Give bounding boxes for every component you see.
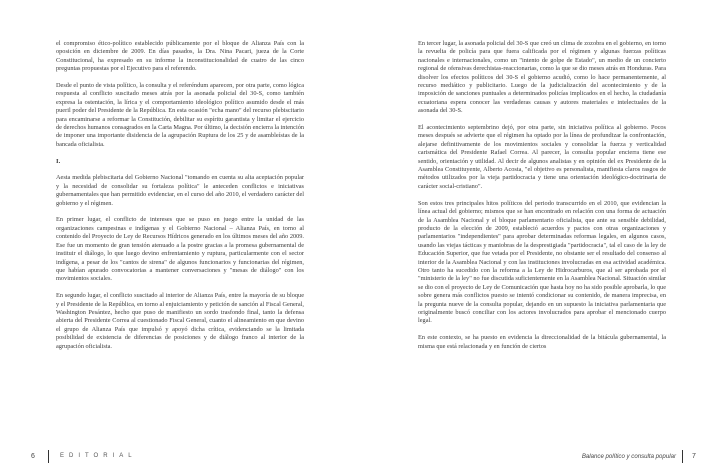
paragraph: Son estos tres principales hitos políticos del periodo transcurrido en el 2010, que evidencian la línea actual del gobierno; mismos que se han encontrado en relación con una forma de actuación de la Asamblea Nacional y el bloque parlamentario oficialista, que ante su sensible debilidad, producto de la elección de 2009, estableció acuerdos y pactos con otras organizaciones y parlamentarios "independientes" para aprobar determinadas reformas legales, en algunos casos, usando las viejas tácticas y maniobras de la desprestigiada "partidocracia", tal el caso de la ley de Educación Superior, que fue vetada por el Presidente, no obstante ser el resultado del consenso al interior de la Asamblea Nacional y con las instituciones involucradas en esa actividad académica. Otro tanto ha sucedido con la reforma a la Ley de Hidrocarburos, que al ser aprobada por el "ministerio de la ley" no fue discutida suficientemente en la Asamblea Nacional. Situación similar se dio con el proyecto de Ley de Comunicación que hasta hoy no ha sido posible aprobarla, lo que sobre genera más conflictos puesto se intentó condicionar su contenido, de manera imprecisa, en la pregunta nueve de la consulta popular, dejando en un supuesto la iniciativa parlamentaria que originalmente buscó conciliar con los actores involucrados para aprobar el mencionado cuerpo legal. — [418, 199, 666, 325]
paragraph: Aesta medida plebiscitaria del Gobierno Nacional "tomando en cuenta su alta aceptación popular y la necesidad de consolidar su fortaleza política" le anteceden conflictos e iniciativas gubernamentales que han permitido evidenciar, en el curso del año 2010, el verdadero carácter del gobierno y el régimen. — [56, 174, 304, 207]
paragraph: En este contexto, se ha puesto en evidencia la direccionalidad de la bitácula gubernamental, la misma que está relacionada y en función de ciertos — [418, 334, 666, 350]
paragraph: El acontecimiento septembrino dejó, por otra parte, sin iniciativa política al gobierno. Pocos meses después se advierte que el régimen ha optado por la línea de profundizar la confrontación, alejarse definitivamente de los movimientos sociales y consolidar la fuerza y verticalidad carismática del Presidente Rafael Correa. Al parecer, la consulta popular encierra tiene ese sentido, orientación y utilidad. Al decir de algunos analistas y en opinión del ex Presidente de la Asamblea Constituyente, Alberto Acosta, "el objetivo es personalista, manifiesta claros rasgos de métodos utilizados por la vieja partidocracia y tiene una orientación ideológico-doctrinaria de carácter social-cristiano". — [418, 124, 666, 190]
paragraph: Desde el punto de vista político, la consulta y el referéndum aparecen, por otra parte, como lógica respuesta al conflicto suscitado meses atrás por la asonada policial del 30-S, como también expresa la ostentación, la lírica y el comportamiento ideológico político asumido desde el más pueril poder del Presidente de la República. En esta ocasión "echa mano" del recurso plebiscitario para encaminarse a reformar la Constitución, debilitar su espíritu garantista y limitar el ejercicio de derechos humanos consagrados en la Carta Magna. Por último, la decisión encierra la intención de imponer una importante disidencia de la agrupación Ruptura de los 25 y de asambleístas de la bancada oficialista. — [56, 82, 304, 148]
running-head: Balance político y consulta popular — [581, 453, 676, 460]
paragraph: En primer lugar, el conflicto de intereses que se puso en juego entre la unidad de las organizaciones campesinas e indígenas y el Gobierno Nacional – Alianza País, en torno al contenido del Proyecto de Ley de Recursos Hídricos generado en los últimos meses del año 2009. Ese fue un momento de gran tensión atenuado a la postre gracias a la promesa gubernamental de instituir el diálogo, lo que luego devino enfrentamiento y ruptura, particularmente con el sector indígena, a pesar de los "cantos de sirena" de algunos funcionarios y funcionarias del régimen, que habían apurado convocatorias a mantener conversaciones y "mesas de diálogo" con los movimientos sociales. — [56, 216, 304, 283]
left-page-number: 6 — [31, 453, 35, 460]
section-heading: I. — [56, 157, 61, 165]
right-column — [418, 40, 666, 351]
page-footer — [0, 448, 728, 468]
footer-rule-right — [682, 450, 683, 463]
section-label: EDITORIAL — [60, 453, 137, 459]
left-column — [56, 40, 304, 351]
right-page-number: 7 — [692, 453, 696, 460]
paragraph: el compromiso ético-político establecido públicamente por el bloque de Alianza País con la oposición en diciembre de 2009. En días pasados, la Dra. Nina Pacari, jueza de la Corte Constitucional, ha expresado en su informe la inconstitucionalidad de cuatro de las cinco preguntas propuestas por el Ejecutivo para el referendo. — [56, 40, 304, 73]
footer-rule-left — [48, 450, 49, 463]
paragraph: En segundo lugar, el conflicto suscitado al interior de Alianza País, entre la mayoría de su bloque y el Presidente de la República, en torno al enjuiciamiento y petición de sanción al Fiscal General, Washington Pesántez, hecho que puso de manifiesto un sordo trasfondo final, tanto la defensa abierta del Presidente Correa al cuestionado Fiscal General, cuanto el alineamiento en que devino el grupo de Alianza País que impulsó y apoyó dicha crítica, evidenciando se la limitada posibilidad de existencia de diferencias de posiciones y de diálogo franco al interior de la agrupación oficialista. — [56, 292, 304, 350]
paragraph: En tercer lugar, la asonada policial del 30-S que creó un clima de zozobra en el gobierno, en torno la revuelta de policía para que fuera calificada por el régimen y algunas fuerzas políticas nacionales e internacionales, como un "intento de golpe de Estado", un medio de un concierto regional de ofensivas derechistas-reaccionarias, como la que se dio meses atrás en Honduras. Para disolver los efectos políticos del 30-S el gobierno acudió, como lo hace permanentemente, al recurso mediático y publicitario. Luego de la judicialización del acontecimiento y de la imposición de sanciones puntuales a determinados policías implicados en el hecho, la ciudadanía ecuatoriana espera conocer las verdaderas causas y autores materiales e intelectuales de la asonada del 30-S. — [418, 40, 666, 115]
